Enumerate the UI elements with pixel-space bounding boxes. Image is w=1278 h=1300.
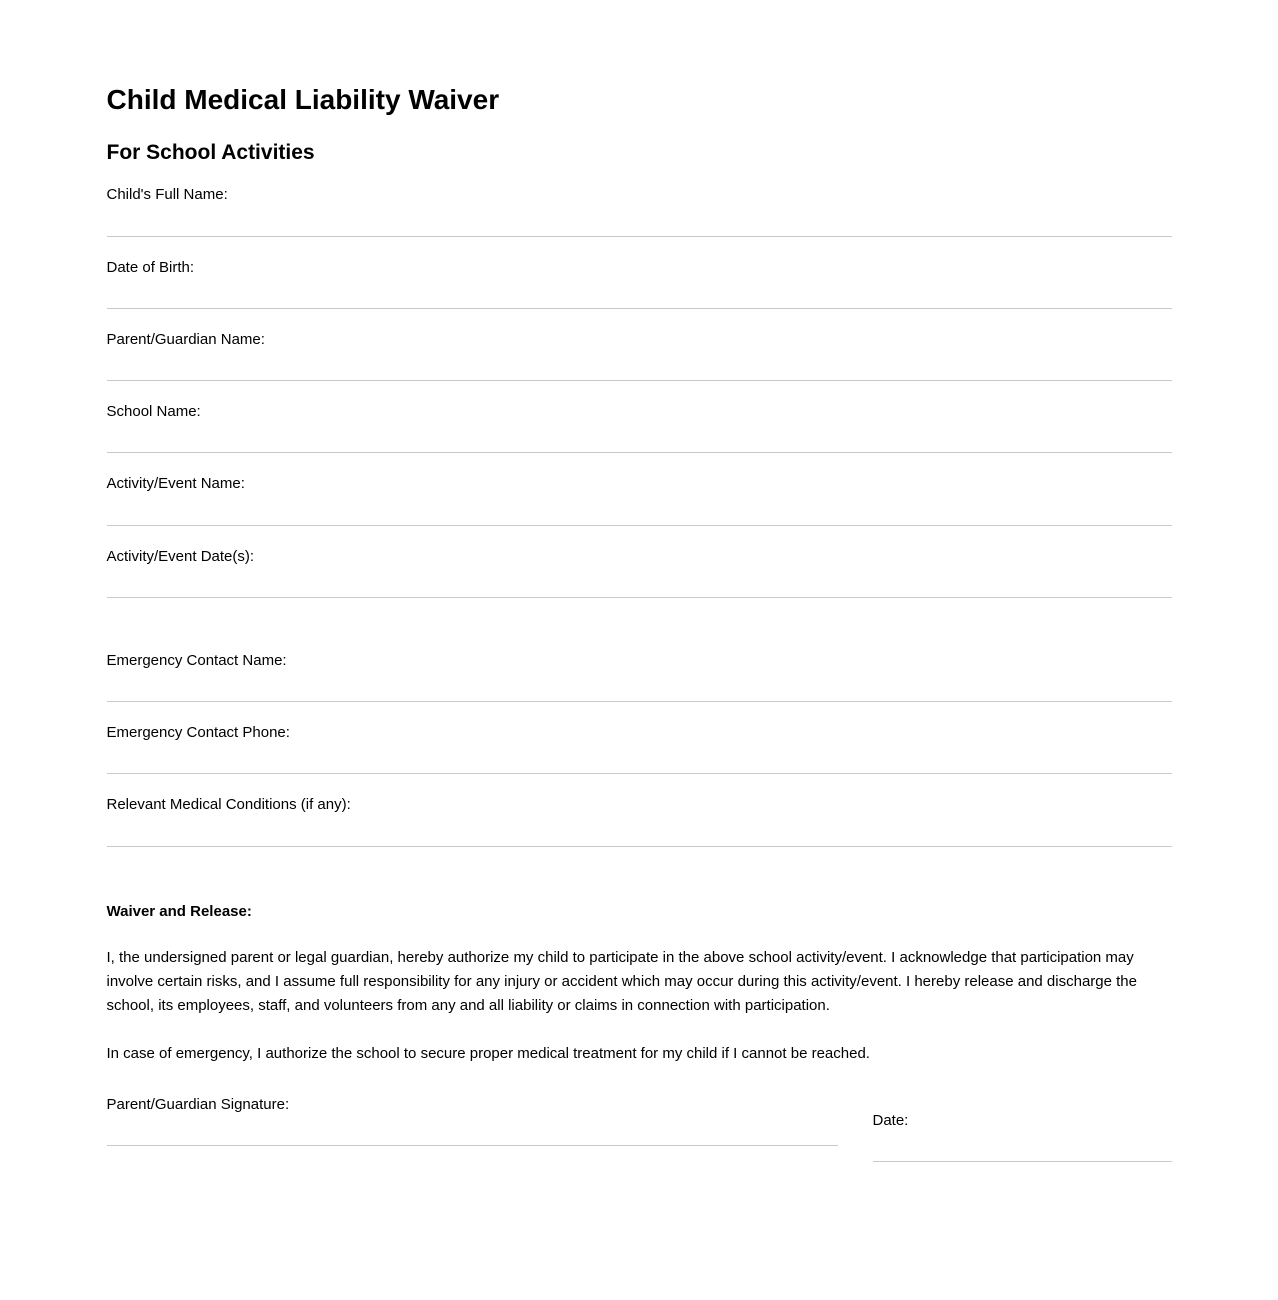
waiver-paragraph-1: I, the undersigned parent or legal guardian, hereby authorize my child to participate in the above school activity/event. I acknowledge that participation may involve certain risks, and I assume full responsibility for any injury or accident which may occur during this activity/event. I hereby release and discharge the school, its employees, staff, and volunteers from any and all liability or claims in connection with participation. <box>106 948 1137 1014</box>
emergency-contact-phone-label: Emergency Contact Phone: <box>106 724 290 742</box>
emergency-contact-name-input[interactable] <box>107 683 1172 702</box>
field-school-name <box>107 403 1172 453</box>
field-activity-event-name <box>107 475 1172 525</box>
field-activity-event-dates <box>107 548 1172 598</box>
page-subtitle: For School Activities <box>106 141 315 165</box>
activity-event-dates-input[interactable] <box>107 579 1172 598</box>
signature-row <box>107 1096 1172 1162</box>
field-emergency-contact-phone <box>107 724 1172 774</box>
activity-event-name-label: Activity/Event Name: <box>106 475 245 493</box>
field-childs-full-name <box>107 186 1172 236</box>
relevant-medical-conditions-label: Relevant Medical Conditions (if any): <box>106 796 351 814</box>
childs-full-name-label: Child's Full Name: <box>106 186 228 204</box>
date-block <box>873 1112 1172 1162</box>
parent-guardian-name-label: Parent/Guardian Name: <box>106 330 265 348</box>
field-relevant-medical-conditions <box>107 796 1172 846</box>
field-date-of-birth <box>107 259 1172 309</box>
page-title: Child Medical Liability Waiver <box>106 84 500 115</box>
date-label: Date: <box>872 1111 909 1129</box>
signature-block <box>107 1096 838 1146</box>
field-parent-guardian-name <box>107 331 1172 381</box>
parent-guardian-name-input[interactable] <box>107 362 1172 381</box>
childs-full-name-input[interactable] <box>107 218 1172 237</box>
school-name-label: School Name: <box>106 403 201 421</box>
emergency-contact-phone-input[interactable] <box>107 755 1172 774</box>
date-of-birth-label: Date of Birth: <box>106 258 195 276</box>
emergency-contact-name-label: Emergency Contact Name: <box>106 651 287 669</box>
parent-guardian-signature-input[interactable] <box>107 1127 838 1146</box>
waiver-paragraph-2: In case of emergency, I authorize the school to secure proper medical treatment for my child if I cannot be reached. <box>106 1044 870 1062</box>
school-name-input[interactable] <box>107 434 1172 453</box>
waiver-document <box>107 0 1172 1282</box>
waiver-and-release-heading: Waiver and Release: <box>106 902 252 920</box>
parent-guardian-signature-label: Parent/Guardian Signature: <box>106 1095 290 1113</box>
activity-event-name-input[interactable] <box>107 507 1172 526</box>
date-of-birth-input[interactable] <box>107 290 1172 309</box>
field-emergency-contact-name <box>107 652 1172 702</box>
activity-event-dates-label: Activity/Event Date(s): <box>106 547 255 565</box>
date-input[interactable] <box>873 1143 1172 1162</box>
relevant-medical-conditions-input[interactable] <box>107 828 1172 847</box>
